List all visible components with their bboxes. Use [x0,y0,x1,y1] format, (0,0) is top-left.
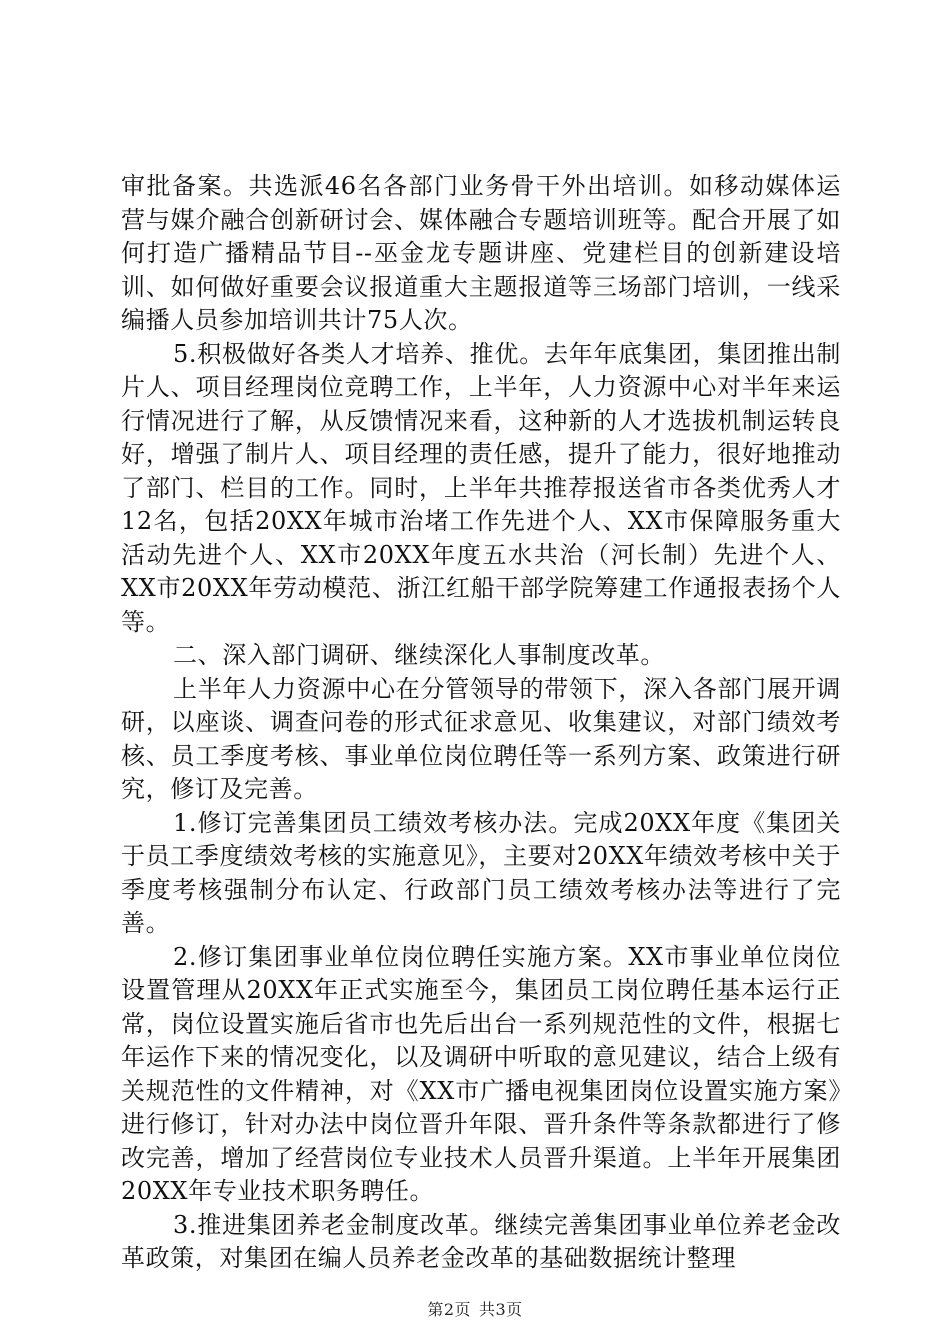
paragraph-research-intro: 上半年人力资源中心在分管领导的带领下，深入各部门展开调研，以座谈、调查问卷的形式征求意见、收集建议，对部门绩效考核、员工季度考核、事业单位岗位聘任等一系列方案、政策进行研究，修订及完善。 [121,674,841,803]
document-body [121,170,841,1276]
page-number: 第2页 [427,1300,471,1319]
section-heading-2: 二、深入部门调研、继续深化人事制度改革。 [173,641,665,669]
paragraph-talent-training: 5.积极做好各类人才培养、推优。去年年底集团，集团推出制片人、项目经理岗位竞聘工作，上半年，人力资源中心对半年来运行情况进行了解，从反馈情况来看，这种新的人才选拔机制运转良好，增强了制片人、项目经理的责任感，提升了能力，很好地推动了部门、栏目的工作。同时，上半年共推荐报送省市各类优秀人才12名，包括20XX年城市治堵工作先进个人、XX市保障服务重大活动先进个人、XX市20XX年度五水共治（河长制）先进个人、XX市20XX年劳动模范、浙江红船干部学院筹建工作通报表扬个人等。 [121,339,841,636]
page-footer [0,1297,950,1320]
paragraph-pension-reform: 3.推进集团养老金制度改革。继续完善集团事业单位养老金改革政策，对集团在编人员养老金改革的基础数据统计整理 [121,1210,841,1272]
paragraph-position-appointment: 2.修订集团事业单位岗位聘任实施方案。XX市事业单位岗位设置管理从20XX年正式实施至今，集团员工岗位聘任基本运行正常，岗位设置实施后省市也先后出台一系列规范性的文件，根据七年运作下来的情况变化，以及调研中听取的意见建议，结合上级有关规范性的文件精神，对《XX市广播电视集团岗位设置实施方案》进行修订，针对办法中岗位晋升年限、晋升条件等条款都进行了修改完善，增加了经营岗位专业技术人员晋升渠道。上半年开展集团20XX年专业技术职务聘任。 [121,942,841,1205]
paragraph-continuation: 审批备案。共选派46名各部门业务骨干外出培训。如移动媒体运营与媒介融合创新研讨会、媒体融合专题培训班等。配合开展了如何打造广播精品节目--巫金龙专题讲座、党建栏目的创新建设培训、如何做好重要会议报道重大主题报道等三场部门培训，一线采编播人员参加培训共计75人次。 [121,172,841,334]
paragraph-performance-review: 1.修订完善集团员工绩效考核办法。完成20XX年度《集团关于员工季度绩效考核的实施意见》，主要对20XX年绩效考核中关于季度考核强制分布认定、行政部门员工绩效考核办法等进行了完善。 [121,808,841,937]
page-total: 共3页 [479,1300,523,1319]
